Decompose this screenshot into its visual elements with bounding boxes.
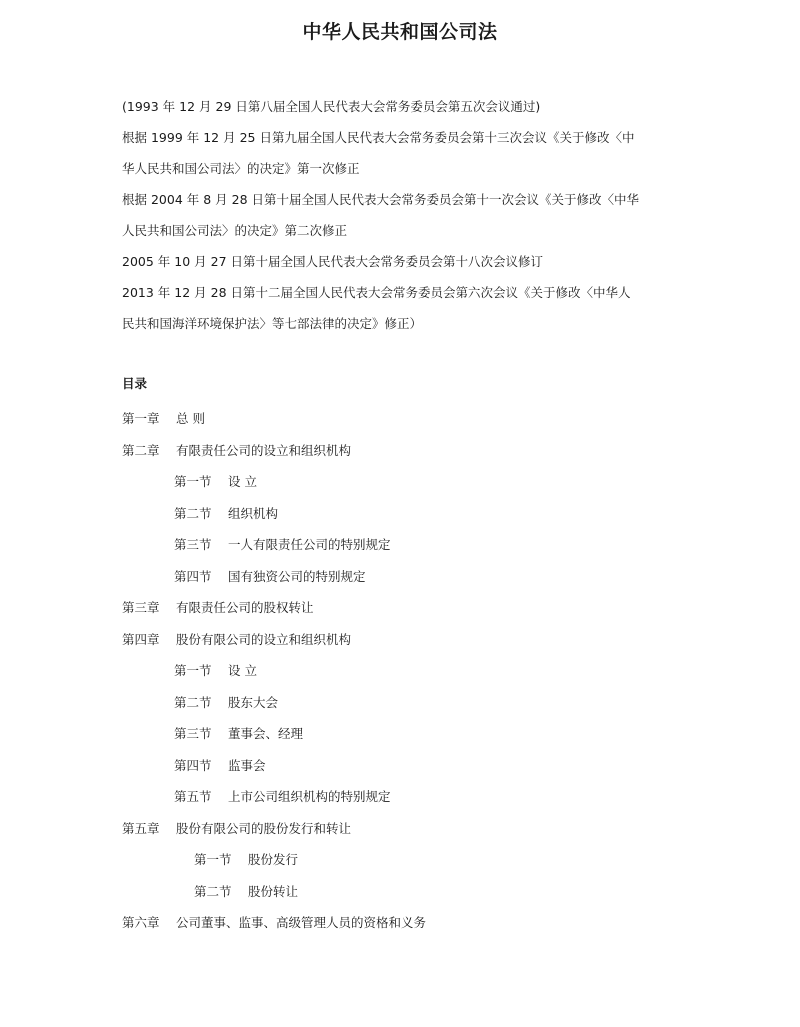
- toc-chapter[interactable]: [122, 813, 722, 845]
- toc-section[interactable]: [122, 844, 722, 876]
- toc-number: 第三节: [174, 537, 212, 552]
- document-title: 中华人民共和国公司法: [302, 21, 498, 43]
- toc-number: 第一章: [122, 411, 160, 426]
- toc-section[interactable]: [122, 876, 722, 908]
- toc-heading: 目录: [122, 376, 148, 391]
- toc-section[interactable]: [122, 561, 722, 593]
- amendment-history: [122, 91, 702, 339]
- toc-text: 一人有限责任公司的特别规定: [227, 537, 391, 552]
- toc-section[interactable]: [122, 781, 722, 813]
- toc-number: 第四节: [174, 568, 212, 584]
- amendment-line: 人民共和国公司法〉的决定》第二次修正: [122, 223, 348, 238]
- toc-text: 设 立: [227, 663, 257, 678]
- amendment-line: 2013 年 12 月 28 日第十二届全国人民代表大会常务委员会第六次会议《关于修改〈中华人: [122, 285, 631, 300]
- toc-chapter[interactable]: [122, 907, 722, 939]
- amendment-line: (1993 年 12 月 29 日第八届全国人民代表大会常务委员会第五次会议通过): [122, 99, 541, 114]
- toc-section[interactable]: [122, 655, 722, 687]
- toc-number: 第三章: [122, 600, 160, 615]
- toc-section[interactable]: [122, 498, 722, 530]
- toc-text: 监事会: [227, 757, 266, 773]
- toc-text: 股份转让: [247, 883, 298, 899]
- toc-number: 第二节: [194, 883, 232, 899]
- amendment-line: 民共和国海洋环境保护法〉等七部法律的决定》修正）: [122, 316, 423, 331]
- amendment-line: 2005 年 10 月 27 日第十届全国人民代表大会常务委员会第十八次会议修订: [122, 254, 543, 269]
- toc-chapter[interactable]: [122, 624, 722, 656]
- toc-text: 组织机构: [227, 505, 278, 521]
- table-of-contents: [122, 403, 722, 939]
- toc-text: 国有独资公司的特别规定: [227, 568, 366, 584]
- toc-section[interactable]: [122, 529, 722, 561]
- toc-text: 董事会、经理: [227, 726, 303, 741]
- toc-text: 设 立: [227, 474, 257, 489]
- toc-text: 股份有限公司的设立和组织机构: [175, 631, 351, 647]
- toc-number: 第二章: [122, 442, 160, 458]
- toc-number: 第一节: [174, 663, 212, 678]
- toc-chapter[interactable]: [122, 592, 722, 624]
- toc-section[interactable]: [122, 750, 722, 782]
- amendment-line: 华人民共和国公司法〉的决定》第一次修正: [122, 161, 360, 176]
- toc-text: 有限责任公司的股权转让: [175, 600, 314, 615]
- amendment-line: 根据 1999 年 12 月 25 日第九届全国人民代表大会常务委员会第十三次会议《关于修改〈中: [122, 130, 635, 145]
- toc-number: 第一节: [194, 852, 232, 867]
- toc-text: 股东大会: [227, 694, 278, 710]
- toc-text: 上市公司组织机构的特别规定: [227, 789, 391, 804]
- toc-number: 第六章: [122, 915, 160, 930]
- toc-section[interactable]: [122, 687, 722, 719]
- toc-number: 第三节: [174, 726, 212, 741]
- toc-text: 有限责任公司的设立和组织机构: [175, 442, 351, 458]
- toc-number: 第四节: [174, 757, 212, 773]
- toc-chapter[interactable]: [122, 403, 722, 435]
- toc-number: 第二节: [174, 505, 212, 521]
- toc-number: 第四章: [122, 631, 160, 647]
- toc-text: 公司董事、监事、高级管理人员的资格和义务: [175, 915, 426, 930]
- toc-text: 总 则: [175, 411, 205, 426]
- toc-section[interactable]: [122, 466, 722, 498]
- toc-number: 第二节: [174, 694, 212, 710]
- toc-number: 第五章: [122, 820, 160, 836]
- toc-text: 股份有限公司的股份发行和转让: [175, 820, 351, 836]
- toc-chapter[interactable]: [122, 435, 722, 467]
- amendment-line: 根据 2004 年 8 月 28 日第十届全国人民代表大会常务委员会第十一次会议《关于修改〈中华: [122, 192, 640, 207]
- toc-section[interactable]: [122, 718, 722, 750]
- toc-number: 第一节: [174, 474, 212, 489]
- toc-number: 第五节: [174, 789, 212, 804]
- toc-text: 股份发行: [247, 852, 298, 867]
